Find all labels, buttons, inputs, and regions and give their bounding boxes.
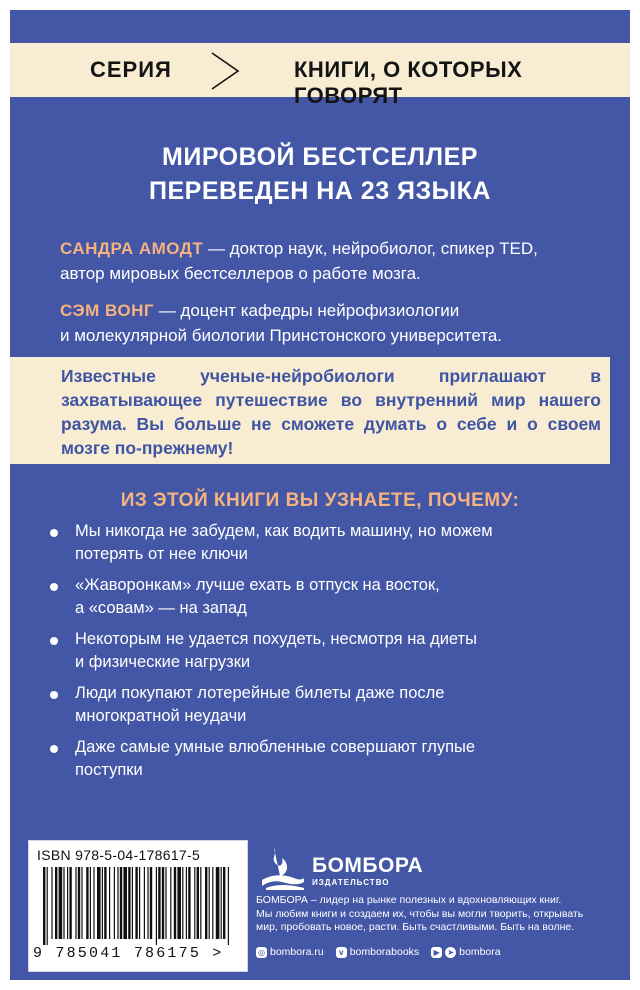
- instagram-icon: ◎: [256, 947, 267, 958]
- publisher-description-line: БОМБОРА – лидер на рынке полезных и вдохновляющих книг.: [256, 894, 562, 906]
- publisher-description: [256, 894, 586, 935]
- barcode-digits: 9 785041 786175 >: [33, 945, 224, 962]
- publisher-description-line: Мы любим книги и создаем их, чтобы вы могли творить, открывать: [256, 907, 584, 920]
- list-item: [46, 520, 493, 566]
- social-link-youtube-telegram[interactable]: [431, 946, 500, 958]
- list-item-text: а «совам» — на запад: [75, 599, 247, 617]
- author-bio-text: автор мировых бестселлеров о работе мозга.: [60, 264, 421, 283]
- bombora-logo-icon: [260, 846, 306, 890]
- list-item-text: потерять от нее ключи: [75, 545, 248, 563]
- list-item-text: поступки: [75, 761, 143, 779]
- author-bio-text: и молекулярной биологии Принстонского университета.: [60, 326, 503, 345]
- learn-heading: ИЗ ЭТОЙ КНИГИ ВЫ УЗНАЕТЕ, ПОЧЕМУ:: [120, 490, 520, 511]
- headline: [10, 140, 630, 208]
- barcode-icon: [39, 867, 239, 945]
- chevron-right-icon: [206, 51, 242, 91]
- promo-text: Известные ученые-нейробиологи приглашают в захватывающее путешествие во внутренний мир нашего разума. Вы больше не сможете думать о себе и о своем мозге по-прежнему!: [61, 366, 601, 458]
- barcode-panel: [28, 840, 248, 972]
- list-item-text: многократной неудачи: [75, 707, 247, 725]
- author-bio-text: — доцент кафедры нейрофизиологии: [154, 301, 460, 320]
- social-links: [256, 946, 513, 958]
- social-link-text: bomborabooks: [349, 946, 420, 958]
- bullet-dot-icon: [50, 583, 58, 591]
- list-item: [46, 682, 444, 728]
- series-bar: [10, 43, 630, 108]
- series-label: СЕРИЯ: [90, 57, 172, 82]
- list-item: [46, 736, 475, 782]
- list-item-text: Люди покупают лотерейные билеты даже после: [75, 684, 445, 702]
- social-link-text: bombora: [459, 946, 501, 958]
- author-name: СЭМ ВОНГ: [60, 301, 155, 320]
- social-link-text: bombora.ru: [270, 946, 324, 958]
- bullet-dot-icon: [50, 529, 58, 537]
- list-item: [46, 574, 440, 620]
- author-name: САНДРА АМОДТ: [60, 239, 204, 258]
- headline-line-2: ПЕРЕВЕДЕН НА 23 ЯЗЫКА: [149, 177, 491, 205]
- author-bio-2: [60, 298, 600, 348]
- telegram-icon: ➤: [445, 947, 456, 958]
- social-link-vk[interactable]: [336, 946, 419, 958]
- book-back-cover: [10, 10, 630, 980]
- publisher-name: БОМБОРА: [312, 854, 424, 877]
- list-item-text: Даже самые умные влюбленные совершают глупые: [75, 738, 476, 756]
- isbn-label: ISBN 978-5-04-178617-5: [37, 847, 201, 863]
- list-item: [46, 628, 477, 674]
- promo-box: [10, 357, 610, 464]
- bullet-dot-icon: [50, 745, 58, 753]
- social-link-instagram[interactable]: [256, 946, 324, 958]
- bullet-dot-icon: [50, 691, 58, 699]
- publisher-subtitle: ИЗДАТЕЛЬСТВО: [312, 878, 390, 887]
- publisher-description-line: мир, пробовать новое, расти. Быть счастливыми. Быть на волне.: [256, 921, 575, 933]
- headline-line-1: МИРОВОЙ БЕСТСЕЛЛЕР: [162, 143, 478, 171]
- list-item-text: Некоторым не удается похудеть, несмотря на диеты: [75, 630, 477, 648]
- list-item-text: «Жаворонкам» лучше ехать в отпуск на восток,: [75, 576, 440, 594]
- vk-icon: v: [336, 947, 347, 958]
- author-bio-text: — доктор наук, нейробиолог, спикер TED,: [203, 239, 538, 258]
- youtube-icon: ▶: [431, 947, 442, 958]
- author-bio-1: [60, 236, 600, 286]
- bullet-dot-icon: [50, 637, 58, 645]
- list-item-text: Мы никогда не забудем, как водить машину, но можем: [75, 522, 493, 540]
- list-item-text: и физические нагрузки: [75, 653, 251, 671]
- series-name: КНИГИ, О КОТОРЫХ ГОВОРЯТ: [294, 57, 523, 108]
